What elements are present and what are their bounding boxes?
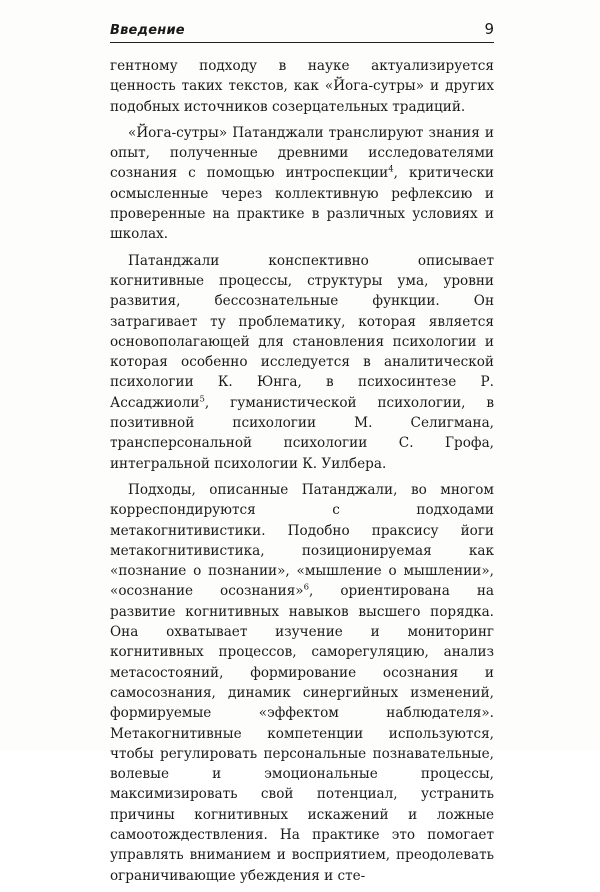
page-number: 9	[484, 20, 494, 38]
footnote-marker-4: 4	[388, 164, 394, 175]
text-segment: Подходы, описанные Патанджали, во многом корреспондируются с подходами метакогнитивистики. Подобно праксису йоги метакогнитивистика, позиционируемая как «познание о познании», «мышление о мышлении», «осознание осознания»	[110, 481, 494, 600]
paragraph-2	[110, 123, 494, 245]
text-segment: , ориентирована на развитие когнитивных навыков высшего порядка. Она охватывает изучение и мониторинг когнитивных процессов, саморегуляцию, анализ метасостояний, формирование осознания и самосознания, динамик синергийных изменений, формируемые «эффектом наблюдателя». Метакогнитивные компетенции используются, чтобы регулировать персональные познавательные, волевые и эмоциональные процессы, максимизировать свой потенциал, устранить причины когнитивных искажений и ложные самоотождествления. На практике это помогает управлять вниманием и восприятием, преодолевать ограничивающие убеждения и сте-	[110, 583, 494, 884]
section-title: Введение	[110, 23, 185, 38]
text-segment: «Йога-сутры» Патанджали транслируют знания и опыт, полученные древними исследователями сознания с помощью интроспекции	[110, 124, 494, 182]
text-segment: гентному подходу в науке актуализируется ценность таких текстов, как «Йога-сутры» и других подобных источников созерцательных традиций.	[110, 58, 494, 115]
paragraph-3	[110, 251, 494, 474]
paragraph-4	[110, 480, 494, 886]
body-text	[110, 56, 494, 892]
footnote-marker-6: 6	[303, 582, 310, 593]
text-segment: Патанджали конспективно описывает когнитивные процессы, структуры ума, уровни развития, бессознательные функции. Он затрагивает ту проблематику, которая является основополагающей для становления психологии и которая особенно исследуется в аналитической психологии К. Юнга, в психосинтезе Р. Ассаджиоли	[110, 252, 494, 411]
text-segment: , гуманистической психологии, в позитивной психологии М. Селигмана, трансперсональной психологии С. Грофа, интегральной психологии К. Уилбера.	[110, 394, 494, 472]
running-header	[110, 20, 494, 43]
footnote-marker-5: 5	[199, 394, 205, 405]
text-segment: , критически осмысленные через коллективную рефлексию и проверенные на практике в различных условиях и школах.	[110, 165, 494, 243]
paragraph-1	[110, 56, 494, 117]
